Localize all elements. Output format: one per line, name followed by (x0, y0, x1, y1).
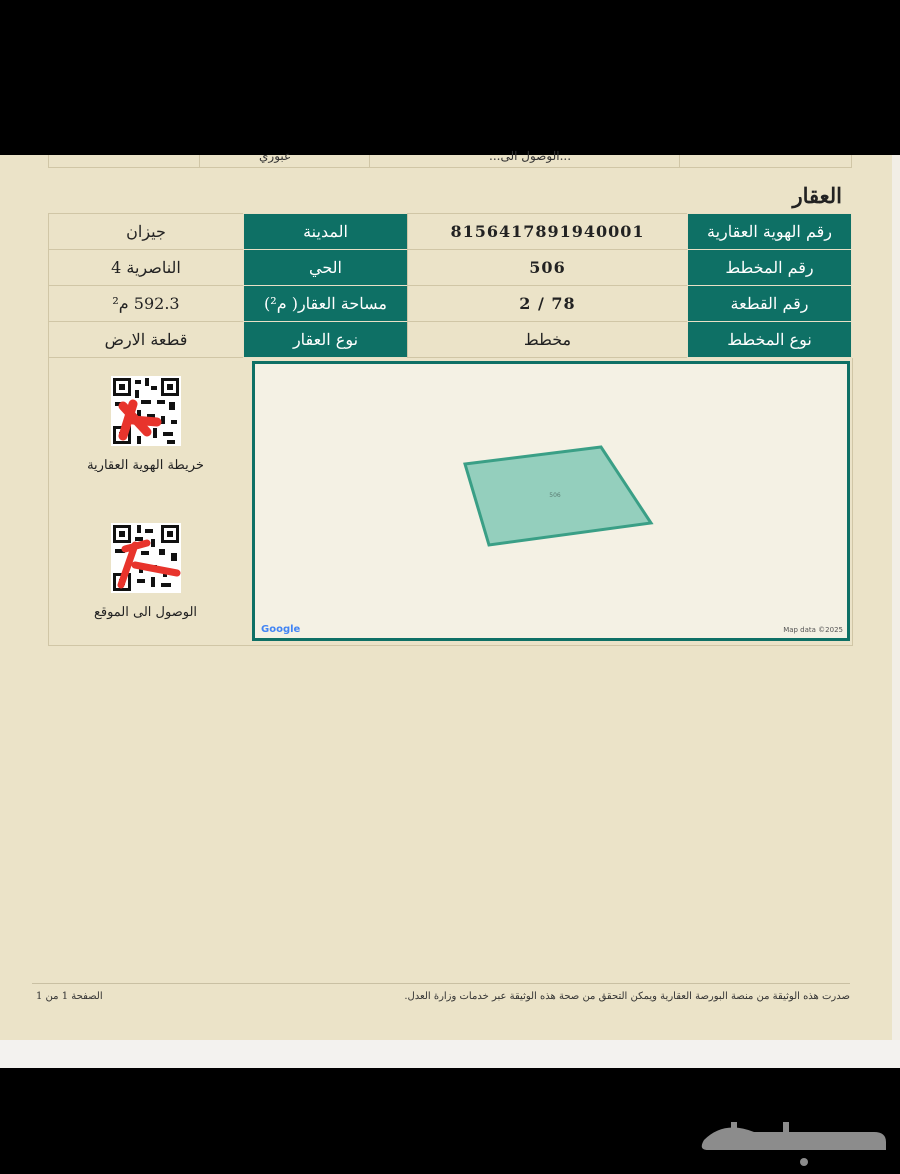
haraj-watermark-logo (694, 1110, 894, 1170)
footer-notice: صدرت هذه الوثيقة من منصة البورصة العقارية ويمكن التحقق من صحة هذه الوثيقة عبر خدمات وزارة العدل. (404, 991, 850, 1002)
parcel-label: 506 (549, 492, 561, 499)
footer-divider (32, 983, 850, 984)
table-row (49, 250, 852, 286)
field-label: نوع العقار (244, 322, 408, 358)
field-label: الحي (244, 250, 408, 286)
page-number: الصفحة 1 من 1 (36, 991, 103, 1002)
parcel-map[interactable] (252, 361, 850, 641)
table-row (49, 214, 852, 250)
field-label: رقم الهوية العقارية (688, 214, 852, 250)
property-info-table (48, 213, 852, 358)
qr-block-map (49, 376, 242, 473)
field-value: جيزان (49, 214, 244, 250)
parcel-map-graphic (255, 364, 847, 638)
qr-block-location (49, 523, 242, 620)
field-label: رقم المخطط (688, 250, 852, 286)
previous-row-fragment: ...الوصول الى... (489, 149, 572, 163)
field-label: مساحة العقار( م²) (244, 286, 408, 322)
google-logo: Google (261, 624, 301, 635)
field-value: قطعة الارض (49, 322, 244, 358)
page-bottom-edge (0, 1040, 900, 1068)
field-value: الناصرية 4 (49, 250, 244, 286)
previous-table-row (48, 149, 852, 168)
section-title: العقار (792, 183, 842, 208)
field-value: 78 / 2 (408, 286, 688, 322)
document-page (0, 149, 892, 1040)
map-qr-section (48, 358, 853, 646)
field-label: رقم القطعة (688, 286, 852, 322)
field-value: 506 (408, 250, 688, 286)
qr-code-icon[interactable] (111, 376, 181, 446)
qr-label: خريطة الهوية العقارية (87, 458, 204, 473)
previous-row-fragment: عبوري (259, 149, 292, 163)
table-row (49, 286, 852, 322)
qr-code-icon[interactable] (111, 523, 181, 593)
field-label: نوع المخطط (688, 322, 852, 358)
field-value: 8156417891940001 (408, 214, 688, 250)
field-value: مخطط (408, 322, 688, 358)
qr-label: الوصول الى الموقع (93, 605, 198, 620)
page-edge (892, 155, 900, 1040)
field-label: المدينة (244, 214, 408, 250)
field-value: 592.3 م² (49, 286, 244, 322)
map-attribution: Map data ©2025 (783, 626, 843, 634)
table-row (49, 322, 852, 358)
